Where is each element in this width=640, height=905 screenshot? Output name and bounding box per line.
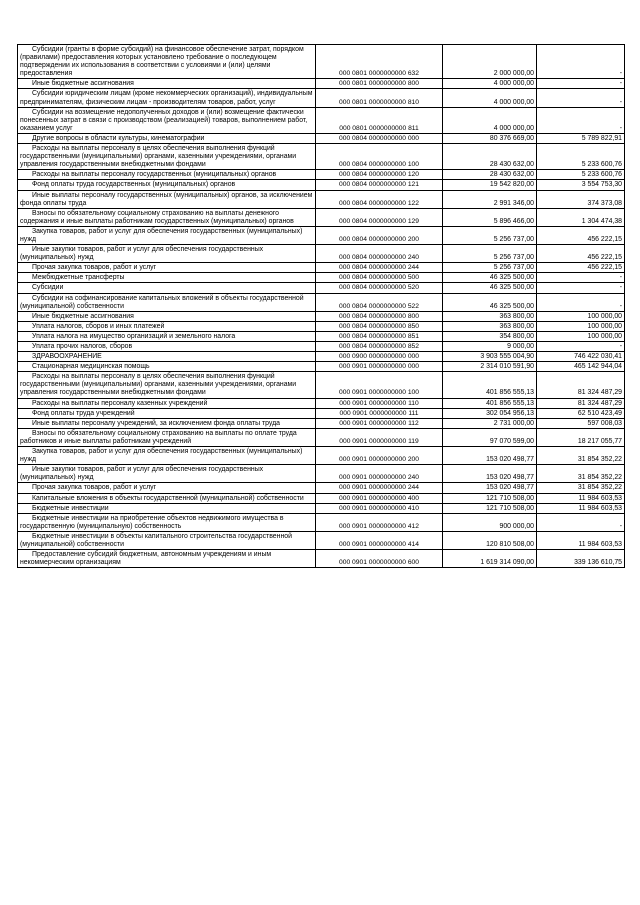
assigned-amount-cell: 2 314 010 591,90 [443,362,537,372]
table-row [18,89,625,107]
table-row [18,208,625,226]
expense-name-cell: Уплата налогов, сборов и иных платежей [18,321,316,331]
assigned-amount-cell: 80 376 669,00 [443,133,537,143]
table-row [18,133,625,143]
expense-name-cell: Расходы на выплаты персоналу государственных (муниципальных) органов [18,170,316,180]
assigned-amount-cell: 97 070 599,00 [443,428,537,446]
executed-amount-cell: 5 233 600,76 [537,170,625,180]
executed-amount-cell: - [537,89,625,107]
table-row [18,311,625,321]
executed-amount-cell: - [537,342,625,352]
expense-name-cell: Иные закупки товаров, работ и услуг для обеспечения государственных (муниципальных) нужд [18,465,316,483]
assigned-amount-cell: 354 800,00 [443,331,537,341]
executed-amount-cell: - [537,273,625,283]
budget-table-body [18,45,625,568]
executed-amount-cell: 11 984 603,53 [537,531,625,549]
table-row [18,331,625,341]
budget-code-cell: 000 0901 0000000000 100 [316,372,443,398]
assigned-amount-cell: 363 800,00 [443,311,537,321]
executed-amount-cell: - [537,107,625,133]
expense-name-cell: Предоставление субсидий бюджетным, автономным учреждениям и иным некоммерческим организациям [18,550,316,568]
budget-code-cell: 000 0901 0000000000 200 [316,447,443,465]
executed-amount-cell: 100 000,00 [537,321,625,331]
assigned-amount-cell: 153 020 498,77 [443,465,537,483]
table-row [18,79,625,89]
table-row [18,107,625,133]
table-row [18,352,625,362]
table-row [18,428,625,446]
budget-report-page [17,44,624,568]
executed-amount-cell: 31 854 352,22 [537,483,625,493]
assigned-amount-cell: 5 896 466,00 [443,208,537,226]
assigned-amount-cell: 121 710 508,00 [443,493,537,503]
budget-code-cell: 000 0804 0000000000 200 [316,226,443,244]
assigned-amount-cell: 5 256 737,00 [443,226,537,244]
expense-name-cell: Другие вопросы в области культуры, кинематографии [18,133,316,143]
budget-code-cell: 000 0901 0000000000 110 [316,398,443,408]
budget-code-cell: 000 0901 0000000000 119 [316,428,443,446]
executed-amount-cell: - [537,79,625,89]
executed-amount-cell: 465 142 944,04 [537,362,625,372]
expense-name-cell: Закупка товаров, работ и услуг для обеспечения государственных (муниципальных) нужд [18,447,316,465]
executed-amount-cell: 456 222,15 [537,263,625,273]
budget-code-cell: 000 0804 0000000000 851 [316,331,443,341]
executed-amount-cell: 81 324 487,29 [537,398,625,408]
table-row [18,513,625,531]
table-row [18,144,625,170]
executed-amount-cell: 1 304 474,38 [537,208,625,226]
table-row [18,226,625,244]
table-row [18,550,625,568]
table-row [18,245,625,263]
expense-name-cell: Бюджетные инвестиции на приобретение объектов недвижимого имущества в государственную (муниципальную) собственность [18,513,316,531]
executed-amount-cell: 339 136 610,75 [537,550,625,568]
assigned-amount-cell: 401 856 555,13 [443,398,537,408]
budget-code-cell: 000 0804 0000000000 800 [316,311,443,321]
assigned-amount-cell: 120 810 508,00 [443,531,537,549]
executed-amount-cell: 100 000,00 [537,311,625,321]
budget-code-cell: 000 0804 0000000000 000 [316,133,443,143]
assigned-amount-cell: 3 903 555 004,90 [443,352,537,362]
expense-name-cell: Фонд оплаты труда государственных (муниципальных) органов [18,180,316,190]
executed-amount-cell: 11 984 603,53 [537,503,625,513]
executed-amount-cell: 456 222,15 [537,245,625,263]
assigned-amount-cell: 2 731 000,00 [443,418,537,428]
budget-code-cell: 000 0900 0000000000 000 [316,352,443,362]
expense-name-cell: Субсидии [18,283,316,293]
expense-name-cell: Стационарная медицинская помощь [18,362,316,372]
budget-code-cell: 000 0804 0000000000 121 [316,180,443,190]
budget-code-cell: 000 0901 0000000000 112 [316,418,443,428]
executed-amount-cell: - [537,283,625,293]
expense-name-cell: Бюджетные инвестиции в объекты капитального строительства государственной (муниципальной) собственности [18,531,316,549]
budget-code-cell: 000 0901 0000000000 410 [316,503,443,513]
assigned-amount-cell: 46 325 500,00 [443,293,537,311]
assigned-amount-cell: 28 430 632,00 [443,144,537,170]
expense-name-cell: Прочая закупка товаров, работ и услуг [18,263,316,273]
assigned-amount-cell: 9 000,00 [443,342,537,352]
budget-code-cell: 000 0804 0000000000 520 [316,283,443,293]
budget-code-cell: 000 0801 0000000000 632 [316,45,443,79]
budget-code-cell: 000 0804 0000000000 522 [316,293,443,311]
assigned-amount-cell: 46 325 500,00 [443,283,537,293]
executed-amount-cell: 31 854 352,22 [537,447,625,465]
expense-name-cell: Иные бюджетные ассигнования [18,311,316,321]
assigned-amount-cell: 28 430 632,00 [443,170,537,180]
table-row [18,283,625,293]
table-row [18,418,625,428]
table-row [18,180,625,190]
table-row [18,447,625,465]
expense-name-cell: Иные выплаты персоналу учреждений, за исключением фонда оплаты труда [18,418,316,428]
expense-name-cell: Уплата прочих налогов, сборов [18,342,316,352]
executed-amount-cell: 11 984 603,53 [537,493,625,503]
assigned-amount-cell: 153 020 498,77 [443,483,537,493]
budget-code-cell: 000 0804 0000000000 244 [316,263,443,273]
executed-amount-cell: 374 373,08 [537,190,625,208]
table-row [18,273,625,283]
budget-code-cell: 000 0804 0000000000 850 [316,321,443,331]
budget-code-cell: 000 0901 0000000000 244 [316,483,443,493]
expense-name-cell: Расходы на выплаты персоналу в целях обеспечения выполнения функций государственными (муниципальными) органами, казенными учреждениями, органами управления государственными внебюджетными фондами [18,144,316,170]
table-row [18,372,625,398]
expense-name-cell: Взносы по обязательному социальному страхованию на выплаты денежного содержания и иные выплаты работникам государственных (муниципальных) органов [18,208,316,226]
assigned-amount-cell: 46 325 500,00 [443,273,537,283]
executed-amount-cell: 62 510 423,49 [537,408,625,418]
executed-amount-cell: 597 008,03 [537,418,625,428]
table-row [18,170,625,180]
expense-name-cell: Прочая закупка товаров, работ и услуг [18,483,316,493]
executed-amount-cell: 81 324 487,29 [537,372,625,398]
table-row [18,263,625,273]
assigned-amount-cell: 5 256 737,00 [443,245,537,263]
budget-code-cell: 000 0901 0000000000 240 [316,465,443,483]
executed-amount-cell: 746 422 030,41 [537,352,625,362]
budget-code-cell: 000 0801 0000000000 810 [316,89,443,107]
budget-code-cell: 000 0901 0000000000 000 [316,362,443,372]
expense-name-cell: Фонд оплаты труда учреждений [18,408,316,418]
table-row [18,190,625,208]
assigned-amount-cell: 4 000 000,00 [443,79,537,89]
executed-amount-cell: 5 789 822,91 [537,133,625,143]
table-row [18,493,625,503]
budget-expenditure-table [17,44,625,568]
executed-amount-cell: 18 217 055,77 [537,428,625,446]
assigned-amount-cell: 2 000 000,00 [443,45,537,79]
table-row [18,465,625,483]
expense-name-cell: Расходы на выплаты персоналу в целях обеспечения выполнения функций государственными (муниципальными) органами, казенными учреждениями, органами управления государственными внебюджетными фондами [18,372,316,398]
expense-name-cell: Иные выплаты персоналу государственных (муниципальных) органов, за исключением фонда оплаты труда [18,190,316,208]
expense-name-cell: Закупка товаров, работ и услуг для обеспечения государственных (муниципальных) нужд [18,226,316,244]
table-row [18,362,625,372]
assigned-amount-cell: 1 619 314 090,00 [443,550,537,568]
expense-name-cell: Капитальные вложения в объекты государственной (муниципальной) собственности [18,493,316,503]
assigned-amount-cell: 302 054 956,13 [443,408,537,418]
expense-name-cell: Уплата налога на имущество организаций и земельного налога [18,331,316,341]
expense-name-cell: Бюджетные инвестиции [18,503,316,513]
budget-code-cell: 000 0801 0000000000 800 [316,79,443,89]
budget-code-cell: 000 0804 0000000000 122 [316,190,443,208]
expense-name-cell: Иные закупки товаров, работ и услуг для обеспечения государственных (муниципальных) нужд [18,245,316,263]
table-row [18,45,625,79]
budget-code-cell: 000 0901 0000000000 111 [316,408,443,418]
expense-name-cell: Субсидии юридическим лицам (кроме некоммерческих организаций), индивидуальным предпринимателям, физическим лицам - производителям товаров, работ, услуг [18,89,316,107]
budget-code-cell: 000 0804 0000000000 500 [316,273,443,283]
assigned-amount-cell: 5 256 737,00 [443,263,537,273]
executed-amount-cell: - [537,513,625,531]
expense-name-cell: Иные бюджетные ассигнования [18,79,316,89]
budget-code-cell: 000 0804 0000000000 100 [316,144,443,170]
table-row [18,531,625,549]
budget-code-cell: 000 0901 0000000000 412 [316,513,443,531]
expense-name-cell: Субсидии на возмещение недополученных доходов и (или) возмещение фактически понесенных затрат в связи с производством (реализацией) товаров, выполнением работ, оказанием услуг [18,107,316,133]
executed-amount-cell: 100 000,00 [537,331,625,341]
budget-code-cell: 000 0804 0000000000 852 [316,342,443,352]
budget-code-cell: 000 0804 0000000000 129 [316,208,443,226]
table-row [18,293,625,311]
assigned-amount-cell: 363 800,00 [443,321,537,331]
budget-code-cell: 000 0804 0000000000 120 [316,170,443,180]
budget-code-cell: 000 0901 0000000000 600 [316,550,443,568]
executed-amount-cell: 3 554 753,30 [537,180,625,190]
assigned-amount-cell: 4 000 000,00 [443,89,537,107]
expense-name-cell: Субсидии (гранты в форме субсидий) на финансовое обеспечение затрат, порядком (правилами) предоставления которых установлено требование о последующем подтверждении их использования в соответствии с условиями и (или) целями предоставления [18,45,316,79]
assigned-amount-cell: 153 020 498,77 [443,447,537,465]
budget-code-cell: 000 0901 0000000000 400 [316,493,443,503]
expense-name-cell: Субсидии на софинансирование капитальных вложений в объекты государственной (муниципальной) собственности [18,293,316,311]
expense-name-cell: Взносы по обязательному социальному страхованию на выплаты по оплате труда работников и иные выплаты работникам учреждений [18,428,316,446]
budget-code-cell: 000 0804 0000000000 240 [316,245,443,263]
assigned-amount-cell: 121 710 508,00 [443,503,537,513]
executed-amount-cell: - [537,45,625,79]
budget-code-cell: 000 0901 0000000000 414 [316,531,443,549]
budget-code-cell: 000 0801 0000000000 811 [316,107,443,133]
executed-amount-cell: 456 222,15 [537,226,625,244]
assigned-amount-cell: 19 542 820,00 [443,180,537,190]
table-row [18,483,625,493]
expense-name-cell: Расходы на выплаты персоналу казенных учреждений [18,398,316,408]
executed-amount-cell: 5 233 600,76 [537,144,625,170]
table-row [18,503,625,513]
executed-amount-cell: - [537,293,625,311]
table-row [18,398,625,408]
assigned-amount-cell: 900 000,00 [443,513,537,531]
executed-amount-cell: 31 854 352,22 [537,465,625,483]
table-row [18,342,625,352]
assigned-amount-cell: 4 000 000,00 [443,107,537,133]
assigned-amount-cell: 2 991 346,00 [443,190,537,208]
assigned-amount-cell: 401 856 555,13 [443,372,537,398]
expense-name-cell: Межбюджетные трансферты [18,273,316,283]
expense-name-cell: ЗДРАВООХРАНЕНИЕ [18,352,316,362]
table-row [18,321,625,331]
table-row [18,408,625,418]
